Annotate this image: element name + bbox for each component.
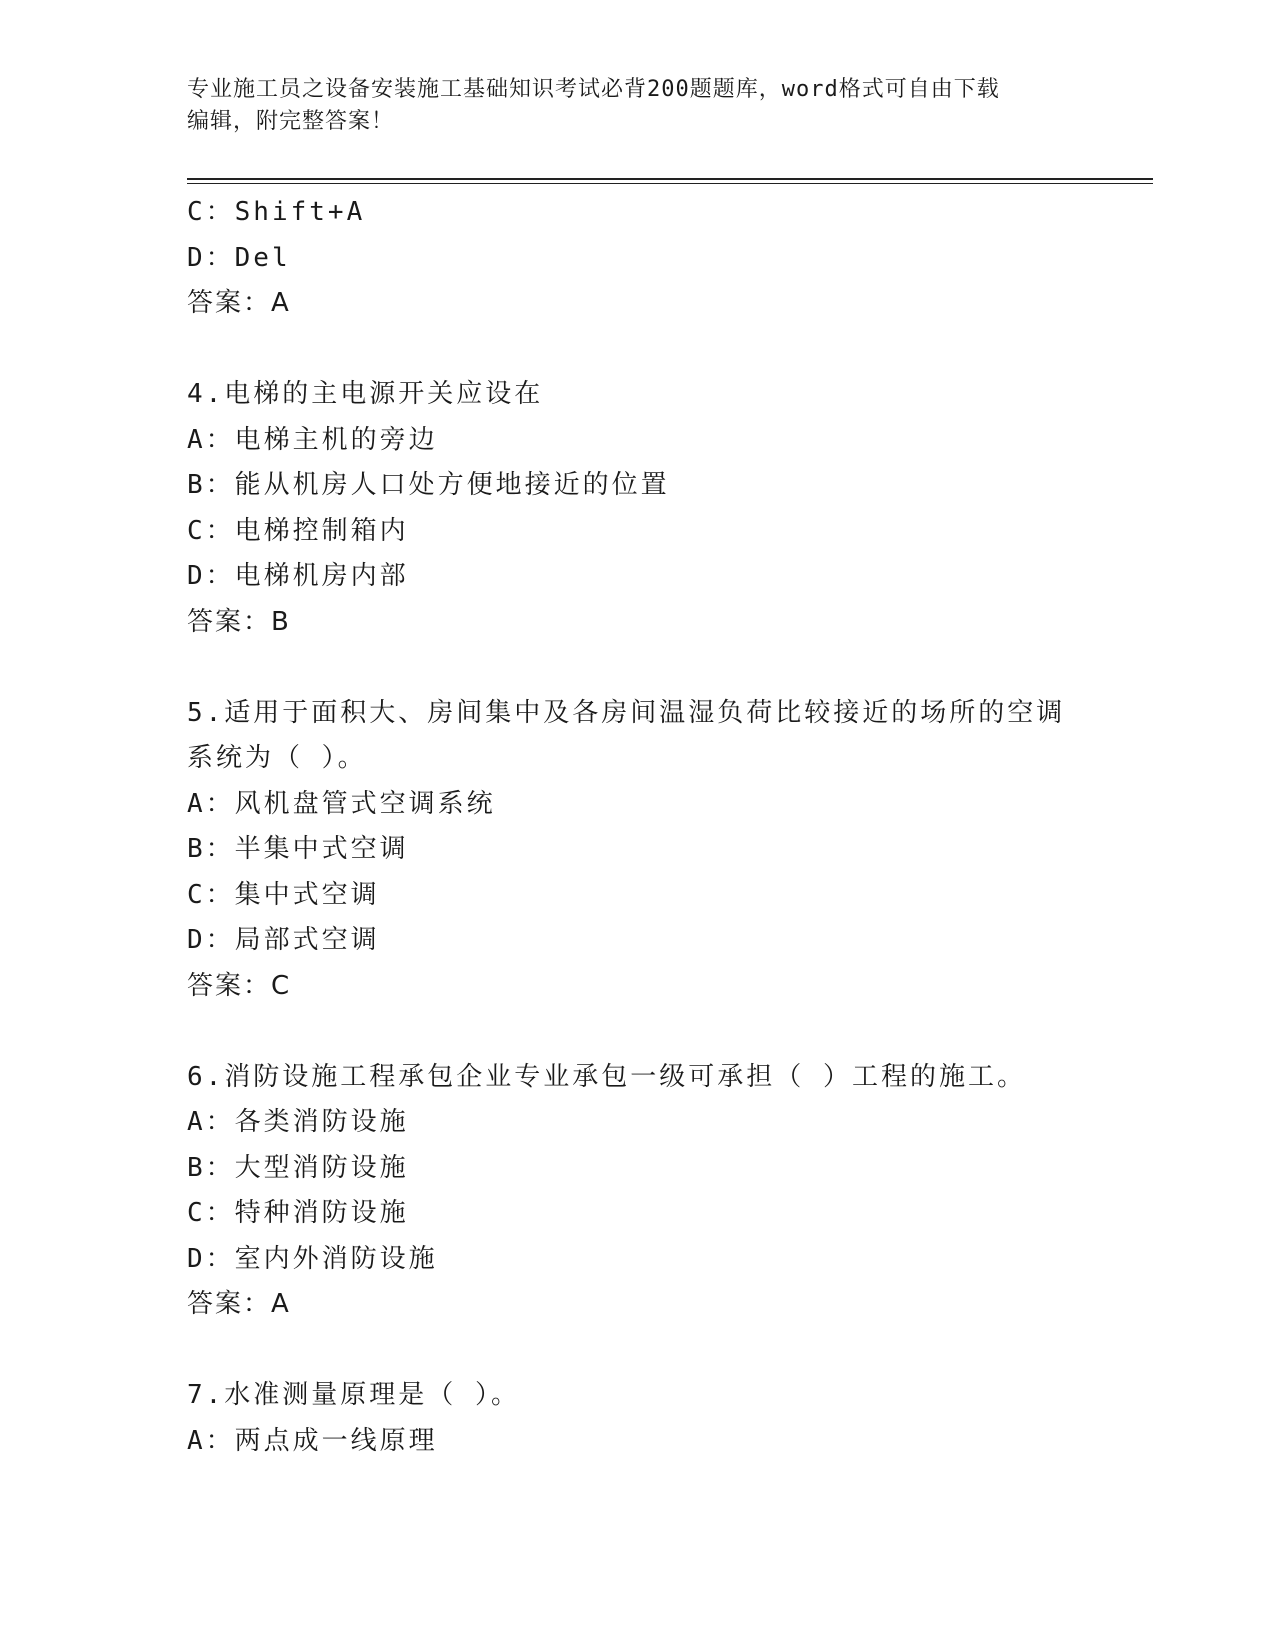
- option-a: A：各类消防设施: [187, 1107, 409, 1137]
- header-divider-thin: [187, 183, 1153, 184]
- answer: 答案：C: [187, 970, 292, 1001]
- option-a: A：风机盘管式空调系统: [187, 788, 496, 819]
- spacer: [187, 645, 1147, 691]
- question-stem: 7.水准测量原理是（ ）。: [187, 1380, 520, 1410]
- option-b: B：大型消防设施: [187, 1152, 409, 1183]
- question-5: [187, 691, 1147, 1010]
- option-b: B：能从机房人口处方便地接近的位置: [187, 470, 670, 500]
- answer: 答案：B: [187, 606, 291, 637]
- question-7: [187, 1373, 1147, 1464]
- option-c: C：特种消防设施: [187, 1198, 409, 1228]
- header-line-1: 专业施工员之设备安装施工基础知识考试必背200题题库，word格式可自由下载: [187, 77, 1000, 102]
- document-header: [187, 74, 1087, 138]
- question-stem-line-1: 5.适用于面积大、房间集中及各房间温湿负荷比较接近的场所的空调: [187, 697, 1066, 728]
- question-3-partial: [187, 190, 1147, 327]
- question-stem: 6.消防设施工程承包企业专业承包一级可承担（ ）工程的施工。: [187, 1061, 1026, 1092]
- spacer: [187, 1009, 1147, 1055]
- option-d: D：局部式空调: [187, 925, 380, 955]
- option-d: D：电梯机房内部: [187, 561, 409, 591]
- question-stem-line-2: 系统为（ ）。: [187, 743, 367, 773]
- option-c: C：电梯控制箱内: [187, 515, 409, 546]
- option-b: B：半集中式空调: [187, 834, 409, 864]
- option-a: A：电梯主机的旁边: [187, 424, 438, 455]
- option-d: D：Del: [187, 242, 291, 273]
- answer: 答案：A: [187, 288, 291, 318]
- answer: 答案：A: [187, 1289, 291, 1319]
- question-list: [187, 190, 1147, 1464]
- question-stem: 4.电梯的主电源开关应设在: [187, 379, 544, 409]
- header-divider-thick: [187, 178, 1153, 180]
- option-a: A：两点成一线原理: [187, 1425, 438, 1456]
- question-6: [187, 1055, 1147, 1328]
- spacer: [187, 1328, 1147, 1374]
- question-4: [187, 372, 1147, 645]
- option-c: C：Shift+A: [187, 197, 366, 227]
- option-d: D：室内外消防设施: [187, 1243, 438, 1274]
- option-c: C：集中式空调: [187, 879, 380, 910]
- spacer: [187, 327, 1147, 373]
- header-line-2: 编辑，附完整答案！: [187, 109, 395, 134]
